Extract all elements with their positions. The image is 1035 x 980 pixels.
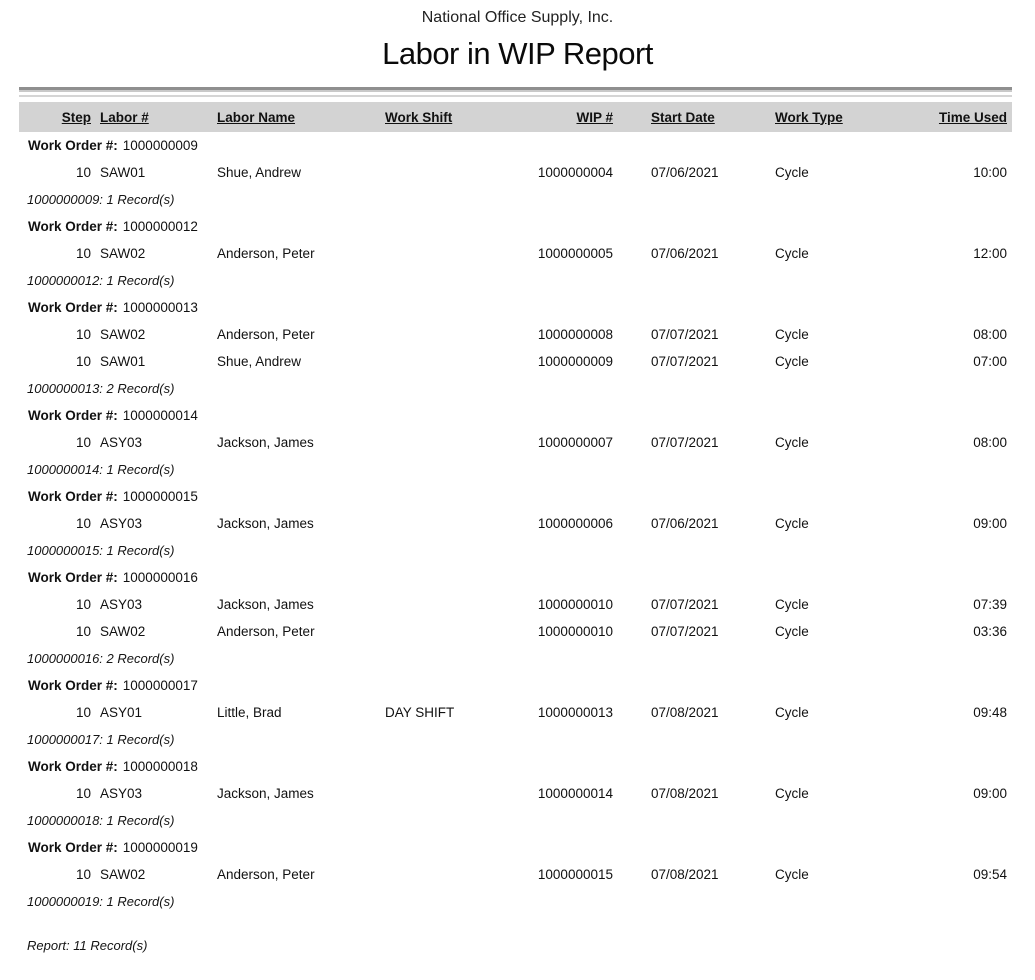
cell-step: 10 [75, 786, 91, 801]
cell-work-type: Cycle [775, 705, 809, 720]
group-header [19, 753, 1012, 780]
work-order-group [19, 132, 1012, 213]
cell-work-shift: DAY SHIFT [385, 705, 455, 720]
cell-step: 10 [75, 516, 91, 531]
group-header [19, 564, 1012, 591]
cell-labor-name: Jackson, James [217, 786, 314, 801]
cell-step: 10 [75, 354, 91, 369]
cell-start-date: 07/06/2021 [651, 246, 719, 261]
cell-step: 10 [75, 705, 91, 720]
group-summary: 1000000019: 1 Record(s) [27, 894, 175, 909]
group-summary: 1000000014: 1 Record(s) [27, 462, 175, 477]
work-order-number: 1000000014 [122, 408, 198, 423]
work-order-number: 1000000016 [122, 570, 198, 585]
work-order-label: Work Order #: [28, 570, 118, 585]
header-divider [19, 87, 1012, 102]
cell-start-date: 07/07/2021 [651, 327, 719, 342]
work-order-label: Work Order #: [28, 138, 118, 153]
cell-wip-number: 1000000010 [537, 624, 613, 639]
cell-labor-number: SAW01 [100, 165, 146, 180]
work-order-label: Work Order #: [28, 489, 118, 504]
work-order-label: Work Order #: [28, 678, 118, 693]
table-header-row [19, 102, 1012, 132]
cell-time-used: 07:39 [973, 597, 1007, 612]
cell-work-type: Cycle [775, 165, 809, 180]
cell-wip-number: 1000000014 [537, 786, 613, 801]
cell-labor-number: SAW01 [100, 354, 146, 369]
page-title: Labor in WIP Report [382, 36, 653, 71]
cell-step: 10 [75, 435, 91, 450]
column-header-step: Step [61, 109, 91, 125]
group-summary: 1000000018: 1 Record(s) [27, 813, 175, 828]
report-summary: Report: 11 Record(s) [27, 938, 148, 953]
cell-time-used: 09:48 [973, 705, 1007, 720]
column-header-work-type: Work Type [775, 109, 843, 125]
cell-start-date: 07/08/2021 [651, 867, 719, 882]
cell-labor-number: ASY03 [100, 786, 143, 801]
cell-labor-name: Shue, Andrew [217, 165, 302, 180]
table-row [19, 699, 1012, 726]
cell-start-date: 07/06/2021 [651, 516, 719, 531]
table-row [19, 159, 1012, 186]
cell-labor-number: SAW02 [100, 246, 146, 261]
group-header [19, 132, 1012, 159]
group-summary: 1000000017: 1 Record(s) [27, 732, 175, 747]
table-row [19, 591, 1012, 618]
work-order-group [19, 672, 1012, 753]
cell-time-used: 08:00 [973, 435, 1007, 450]
cell-time-used: 08:00 [973, 327, 1007, 342]
cell-labor-number: ASY01 [100, 705, 143, 720]
group-summary: 1000000015: 1 Record(s) [27, 543, 175, 558]
group-header [19, 294, 1012, 321]
cell-wip-number: 1000000004 [537, 165, 613, 180]
table-row [19, 348, 1012, 375]
cell-time-used: 07:00 [973, 354, 1007, 369]
work-order-number: 1000000012 [122, 219, 198, 234]
cell-labor-number: SAW02 [100, 624, 146, 639]
work-order-label: Work Order #: [28, 840, 118, 855]
cell-labor-number: SAW02 [100, 327, 146, 342]
cell-labor-name: Shue, Andrew [217, 354, 302, 369]
cell-work-type: Cycle [775, 867, 809, 882]
report-company: National Office Supply, Inc. [421, 9, 614, 26]
cell-labor-number: SAW02 [100, 867, 146, 882]
cell-wip-number: 1000000009 [537, 354, 613, 369]
cell-work-type: Cycle [775, 624, 809, 639]
column-header-labor-number: Labor # [100, 109, 149, 125]
work-order-group [19, 834, 1012, 915]
cell-labor-name: Anderson, Peter [217, 327, 315, 342]
work-order-label: Work Order #: [28, 759, 118, 774]
column-header-work-shift: Work Shift [385, 109, 453, 125]
cell-work-type: Cycle [775, 354, 809, 369]
work-order-group [19, 294, 1012, 402]
cell-time-used: 09:00 [973, 516, 1007, 531]
group-header [19, 483, 1012, 510]
cell-labor-name: Anderson, Peter [217, 867, 315, 882]
group-summary: 1000000012: 1 Record(s) [27, 273, 175, 288]
work-order-group [19, 753, 1012, 834]
cell-work-type: Cycle [775, 597, 809, 612]
work-order-number: 1000000019 [122, 840, 198, 855]
group-header [19, 213, 1012, 240]
cell-labor-name: Jackson, James [217, 516, 314, 531]
group-header [19, 672, 1012, 699]
cell-time-used: 12:00 [973, 246, 1007, 261]
cell-time-used: 09:00 [973, 786, 1007, 801]
cell-wip-number: 1000000010 [537, 597, 613, 612]
cell-start-date: 07/06/2021 [651, 165, 719, 180]
cell-labor-name: Jackson, James [217, 435, 314, 450]
cell-wip-number: 1000000008 [537, 327, 613, 342]
cell-labor-number: ASY03 [100, 516, 143, 531]
cell-wip-number: 1000000007 [537, 435, 613, 450]
cell-work-type: Cycle [775, 246, 809, 261]
cell-labor-number: ASY03 [100, 435, 143, 450]
cell-step: 10 [75, 165, 91, 180]
column-header-time-used: Time Used [938, 109, 1007, 125]
work-order-group [19, 564, 1012, 672]
work-order-group [19, 483, 1012, 564]
cell-start-date: 07/07/2021 [651, 354, 719, 369]
cell-step: 10 [75, 624, 91, 639]
cell-labor-name: Jackson, James [217, 597, 314, 612]
table-row [19, 240, 1012, 267]
cell-step: 10 [75, 597, 91, 612]
table-row [19, 861, 1012, 888]
cell-work-type: Cycle [775, 435, 809, 450]
cell-start-date: 07/07/2021 [651, 597, 719, 612]
cell-work-type: Cycle [775, 327, 809, 342]
group-summary: 1000000016: 2 Record(s) [27, 651, 175, 666]
work-order-label: Work Order #: [28, 219, 118, 234]
column-header-start-date: Start Date [651, 109, 715, 125]
cell-labor-name: Little, Brad [217, 705, 282, 720]
table-row [19, 510, 1012, 537]
cell-start-date: 07/07/2021 [651, 435, 719, 450]
cell-work-type: Cycle [775, 786, 809, 801]
table-row [19, 780, 1012, 807]
cell-start-date: 07/08/2021 [651, 705, 719, 720]
column-header-labor-name: Labor Name [217, 109, 296, 125]
work-order-group [19, 402, 1012, 483]
group-summary: 1000000009: 1 Record(s) [27, 192, 175, 207]
work-order-number: 1000000009 [122, 138, 198, 153]
cell-wip-number: 1000000013 [537, 705, 613, 720]
report-body [19, 132, 1012, 915]
cell-wip-number: 1000000006 [537, 516, 613, 531]
cell-wip-number: 1000000015 [537, 867, 613, 882]
cell-time-used: 10:00 [973, 165, 1007, 180]
cell-work-type: Cycle [775, 516, 809, 531]
table-row [19, 429, 1012, 456]
cell-labor-number: ASY03 [100, 597, 143, 612]
work-order-label: Work Order #: [28, 408, 118, 423]
work-order-number: 1000000013 [122, 300, 198, 315]
work-order-number: 1000000015 [122, 489, 198, 504]
cell-wip-number: 1000000005 [537, 246, 613, 261]
table-row [19, 321, 1012, 348]
cell-step: 10 [75, 246, 91, 261]
group-header [19, 402, 1012, 429]
table-row [19, 618, 1012, 645]
cell-start-date: 07/07/2021 [651, 624, 719, 639]
cell-start-date: 07/08/2021 [651, 786, 719, 801]
column-header-wip-number: WIP # [576, 109, 613, 125]
work-order-label: Work Order #: [28, 300, 118, 315]
cell-step: 10 [75, 327, 91, 342]
cell-step: 10 [75, 867, 91, 882]
cell-labor-name: Anderson, Peter [217, 246, 315, 261]
work-order-number: 1000000018 [122, 759, 198, 774]
work-order-group [19, 213, 1012, 294]
group-summary: 1000000013: 2 Record(s) [27, 381, 175, 396]
cell-time-used: 03:36 [973, 624, 1007, 639]
cell-time-used: 09:54 [973, 867, 1007, 882]
cell-labor-name: Anderson, Peter [217, 624, 315, 639]
work-order-number: 1000000017 [122, 678, 198, 693]
group-header [19, 834, 1012, 861]
